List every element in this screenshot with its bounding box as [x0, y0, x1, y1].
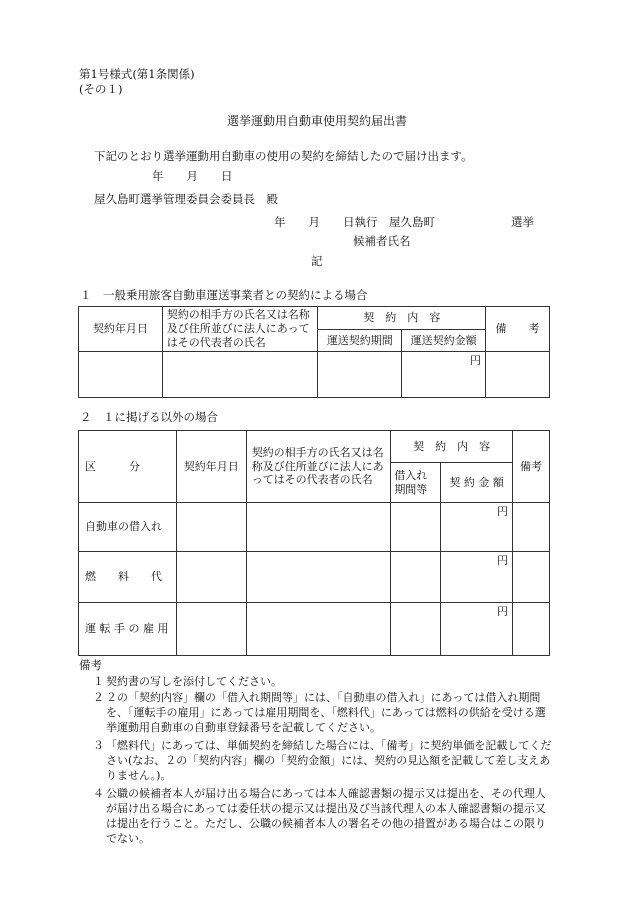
cell-contract-date: [79, 352, 163, 398]
header-contract-content: 契 約 内 容: [318, 307, 486, 330]
row-label: 運 転 手 の 雇 用: [79, 603, 177, 656]
cell-contract-amount: 円: [441, 503, 513, 552]
cell-transport-amount: 円: [402, 352, 486, 398]
cell-contract-party: [246, 552, 391, 603]
header-transport-period: 運送契約期間: [318, 330, 402, 352]
header-contract-party: 契約の相手方の氏名又は名称及び住所並びに法人にあってはその代表者の氏名: [162, 307, 318, 352]
form-sub-number: (その１): [79, 82, 123, 96]
header-kubun: 区 分: [79, 431, 177, 503]
cell-remarks: [513, 552, 550, 603]
note-text: ２の「契約内容」欄の「借入れ期間等」には、「自動車の借入れ」にあっては借入れ期間を、「運転手の雇用」にあっては雇用期間を、「燃料代」にあっては燃料の供給を受ける選挙運動用自動車の自動車登録番号を記載してください。: [106, 691, 546, 734]
cell-rental-period: [391, 552, 441, 603]
header-contract-date: 契約年月日: [176, 431, 246, 503]
note-text: 契約書の写しを添付してください。: [106, 675, 282, 688]
document-title: 選挙運動用自動車使用契約届出書: [227, 114, 408, 128]
note-text: 公職の候補者本人が届け出る場合にあっては本人確認書類の提示又は提出を、その代理人が届け出る場合にあっては委任状の提示又は提出及び当該代理人の本人確認書類の提示又は提出を行うこと。ただし、公職の候補者本人の署名その他の措置がある場合はこの限りでない。: [106, 787, 546, 845]
cell-contract-party: [162, 352, 318, 398]
header-remarks: 備考: [513, 431, 550, 503]
cell-remarks: [513, 503, 550, 552]
cell-rental-period: [391, 603, 441, 656]
form-number: 第1号様式(第1条関係): [79, 67, 195, 81]
header-contract-amount: 契 約 金 額: [441, 463, 513, 503]
addressee: 屋久島町選挙管理委員会委員長 殿: [94, 192, 278, 206]
section2-heading: ２ １に掲げる以外の場合: [80, 410, 218, 424]
header-contract-date: 契約年月日: [79, 307, 163, 352]
note-number: ４: [93, 787, 104, 800]
section1-heading: １ 一般乗用旅客自動車運送事業者との契約による場合: [80, 288, 368, 302]
notes-heading: 備考: [79, 658, 102, 672]
header-rental-period: 借入れ期間等: [391, 463, 441, 503]
cell-remarks: [486, 352, 550, 398]
header-contract-party: 契約の相手方の氏名又は名称及び住所並びに法人にあってはその代表者の氏名: [246, 431, 391, 503]
note-number: ３: [93, 739, 104, 752]
election-kind: 選挙: [511, 215, 534, 229]
cell-transport-period: [318, 352, 402, 398]
cell-contract-amount: 円: [441, 552, 513, 603]
cell-contract-date: [176, 552, 246, 603]
cell-contract-date: [176, 503, 246, 552]
row-label: 自動車の借入れ: [79, 503, 177, 552]
note-number: ２: [93, 691, 104, 704]
ki-label: 記: [311, 254, 323, 268]
table-row: [79, 603, 550, 656]
cell-contract-date: [176, 603, 246, 656]
header-transport-amount: 運送契約金額: [402, 330, 486, 352]
table-row: [79, 352, 550, 398]
header-contract-content: 契 約 内 容: [391, 431, 513, 463]
note-number: １: [93, 675, 104, 688]
section1-table: [78, 306, 550, 398]
table-row: [79, 552, 550, 603]
cell-rental-period: [391, 503, 441, 552]
section2-table: [78, 430, 550, 656]
note-text: 「燃料代」にあっては、単価契約を締結した場合には、「備考」に契約単価を記載してください(なお、２の「契約内容」欄の「契約金額」には、契約の見込額を記載して差し支えありません。)。: [106, 739, 552, 782]
filing-date: 年 月 日: [152, 169, 233, 183]
table-row: [79, 503, 550, 552]
candidate-name-label: 候補者氏名: [353, 234, 411, 248]
election-date: 年 月 日執行 屋久島町: [274, 215, 435, 229]
cell-contract-party: [246, 503, 391, 552]
cell-contract-party: [246, 603, 391, 656]
cell-contract-amount: 円: [441, 603, 513, 656]
row-label: 燃 料 代: [79, 552, 177, 603]
header-remarks: 備 考: [486, 307, 550, 352]
cell-remarks: [513, 603, 550, 656]
intro-text: 下記のとおり選挙運動用自動車の使用の契約を締結したので届け出ます。: [94, 149, 473, 163]
